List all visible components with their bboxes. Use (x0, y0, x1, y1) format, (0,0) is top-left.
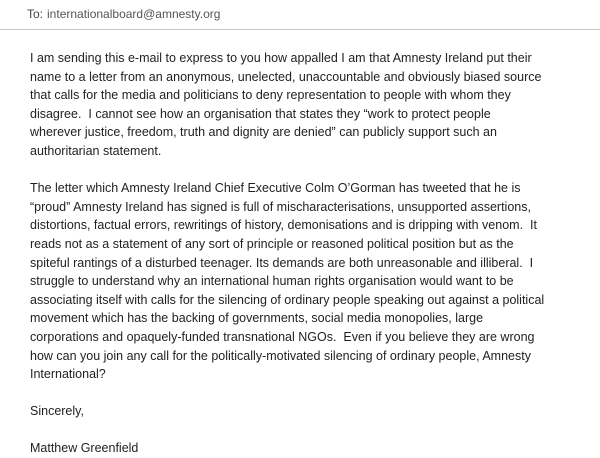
signature: Matthew Greenfield (30, 441, 139, 456)
to-label: To: (27, 7, 44, 21)
message-body[interactable] (30, 49, 595, 458)
recipient-header (0, 0, 600, 30)
closing-line: Sincerely, (30, 404, 84, 419)
body-paragraph-2: The letter which Amnesty Ireland Chief Executive Colm O’Gorman has tweeted that he is “proud” Amnesty Ireland has signed is full of mischaracterisations, unsupported assertions, distortions, factual errors, rewritings of history, demonisations and is dripping with venom. It reads not as a statement of any sort of principle or reasoned political position but as the spiteful rantings of a disturbed teenager. Its demands are both unreasonable and illiberal. I struggle to understand why an international human rights organisation would want to be associating itself with calls for the silencing of ordinary people speaking out against a political movement which has the backing of governments, social media monopolies, large corporations and opaquely-funded transnational NGOs. Even if you believe they are wrong how can you join any call for the politically-motivated silencing of ordinary people, Amnesty International? (30, 181, 545, 382)
body-paragraph-1: I am sending this e-mail to express to you how appalled I am that Amnesty Ireland put their name to a letter from an anonymous, unelected, unaccountable and obviously biased source that calls for the media and politicians to deny representation to people with whom they disagree. I cannot see how an organisation that states they “work to protect people wherever justice, freedom, truth and dignity are denied” can publicly support such an authoritarian statement. (30, 51, 542, 158)
to-field[interactable] (27, 7, 220, 21)
to-address[interactable]: internationalboard@amnesty.org (47, 7, 221, 21)
